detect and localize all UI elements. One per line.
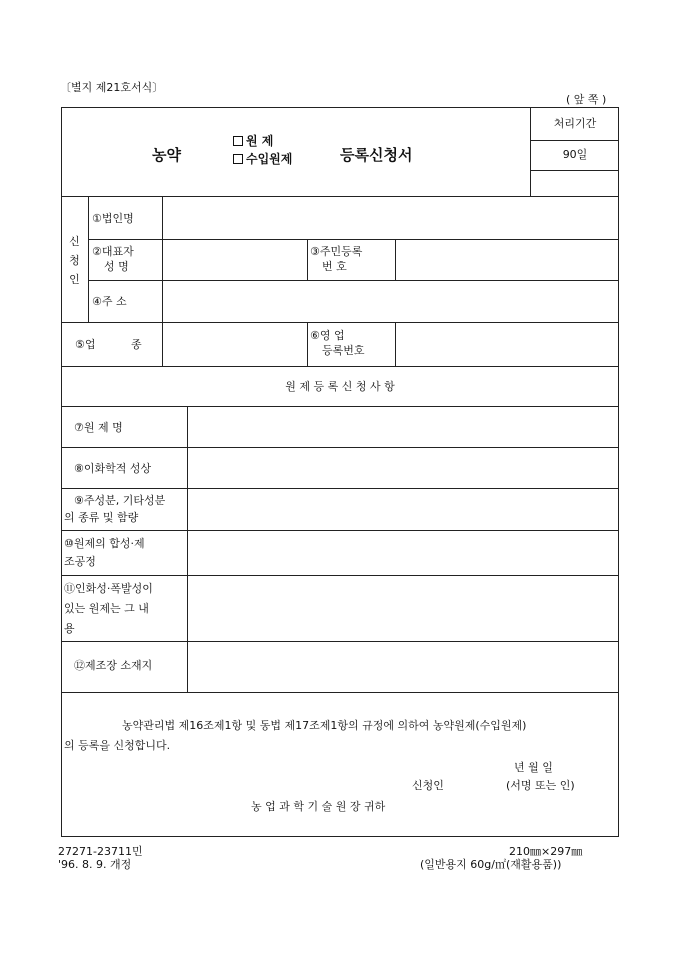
synthesis-field[interactable] xyxy=(188,531,619,575)
addressee: 농 업 과 학 기 술 원 장 귀하 xyxy=(251,800,386,813)
paper-size: 210㎜×297㎜ xyxy=(509,845,583,858)
option-imported-technical[interactable] xyxy=(233,152,292,168)
resident-number-label-line2: 번 호 xyxy=(322,260,347,273)
form-code: 27271-23711민 xyxy=(58,845,143,858)
flammability-field[interactable] xyxy=(188,576,619,641)
processing-period-label: 처리기간 xyxy=(553,117,597,130)
revision-date: '96. 8. 9. 개정 xyxy=(58,858,132,871)
option-imported-label: 수입원제 xyxy=(246,152,293,166)
option-technical[interactable] xyxy=(233,134,273,150)
flammability-label-line3: 용 xyxy=(64,622,75,635)
representative-name-field[interactable] xyxy=(163,240,307,280)
synthesis-label-line2: 조공정 xyxy=(64,555,96,568)
flammability-label-line2: 있는 원제는 그 내 xyxy=(64,602,149,615)
business-reg-label-line2: 등록번호 xyxy=(322,344,365,357)
option-technical-label: 원 제 xyxy=(246,134,274,148)
physicochemical-label: ⑧이화학적 성상 xyxy=(74,462,152,475)
resident-number-field[interactable] xyxy=(396,240,619,280)
address-label: ④주 소 xyxy=(92,295,127,308)
form-reference: 〔별지 제21호서식〕 xyxy=(60,81,164,94)
business-type-field[interactable] xyxy=(163,323,307,366)
business-type-label-line2: 종 xyxy=(131,338,142,351)
title-suffix: 등록신청서 xyxy=(340,146,413,164)
representative-label-line2: 성 명 xyxy=(104,260,129,273)
ingredients-label-line2: 의 종류 및 함량 xyxy=(64,511,139,524)
resident-number-label-line1: ③주민등록 xyxy=(310,245,363,258)
physicochemical-field[interactable] xyxy=(188,448,619,488)
applicant-label: 신청인 xyxy=(412,779,444,792)
corp-name-label: ①법인명 xyxy=(92,212,134,225)
factory-location-field[interactable] xyxy=(188,642,619,692)
application-date: 년 월 일 xyxy=(514,761,553,774)
section-title: 원 제 등 록 신 청 사 항 xyxy=(285,380,395,393)
ingredients-field[interactable] xyxy=(188,489,619,530)
applicant-group-label: 신 청 인 xyxy=(69,235,80,286)
signature-note: (서명 또는 인) xyxy=(506,779,575,792)
address-field[interactable] xyxy=(163,281,619,322)
corp-name-field[interactable] xyxy=(163,197,619,239)
front-page-note: ( 앞 쪽 ) xyxy=(566,93,607,106)
business-reg-field[interactable] xyxy=(396,323,619,366)
representative-label-line1: ②대표자 xyxy=(92,245,134,258)
technical-name-label: ⑦원 제 명 xyxy=(74,421,123,434)
flammability-label-line1: ⑪인화성·폭발성이 xyxy=(64,582,153,595)
business-reg-label-line1: ⑥영 업 xyxy=(310,329,345,342)
processing-period-value: 90일 xyxy=(562,148,588,161)
title-prefix: 농약 xyxy=(152,146,181,164)
ingredients-label-line1: ⑨주성분, 기타성분 xyxy=(74,494,166,507)
factory-location-label: ⑫제조장 소재지 xyxy=(74,659,153,672)
paper-spec: (일반용지 60g/㎡(재활용품)) xyxy=(420,858,562,871)
synthesis-label-line1: ⑩원제의 합성·제 xyxy=(64,537,145,550)
declaration-line1: 농약관리법 제16조제1항 및 동법 제17조제1항의 규정에 의하여 농약원제(수입원제) xyxy=(122,719,527,732)
technical-name-field[interactable] xyxy=(188,407,619,447)
checkbox-icon xyxy=(233,136,243,146)
business-type-label-line1: ⑤업 xyxy=(75,338,96,351)
checkbox-icon xyxy=(233,154,243,164)
declaration-line2: 의 등록을 신청합니다. xyxy=(64,739,171,752)
